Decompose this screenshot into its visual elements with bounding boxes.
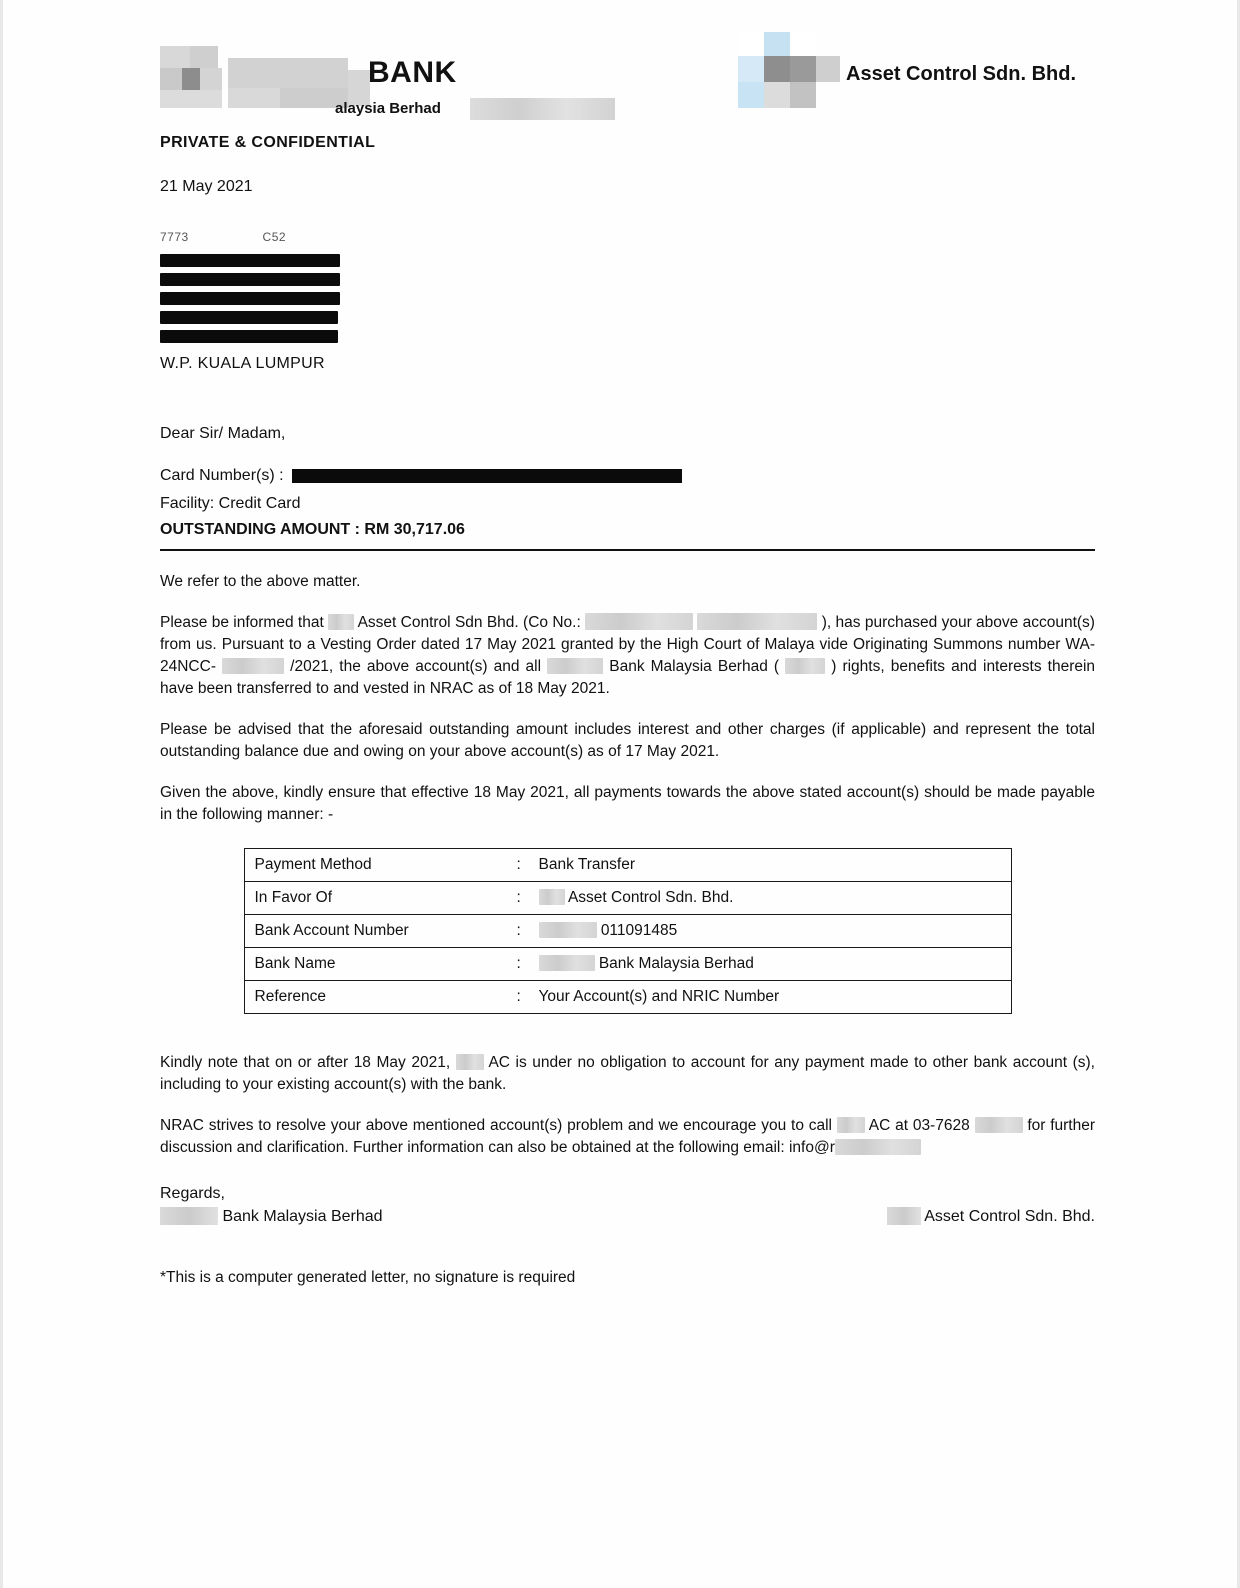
table-row: [244, 849, 1011, 882]
paragraph-intro: We refer to the above matter.: [160, 573, 361, 590]
signature-bank: [160, 1207, 383, 1226]
paragraph-vesting-part-a: Please be informed that: [160, 614, 324, 631]
paragraph-vesting-part-d: /2021, the above account(s) and all: [290, 658, 542, 675]
redaction-inline: [585, 613, 693, 630]
payment-details-table-wrapper: [160, 848, 1095, 1014]
paragraph-obligation-part-a: Kindly note that on or after 18 May 2021,: [160, 1054, 451, 1071]
redaction-inline: [222, 658, 284, 674]
row-colon: :: [517, 981, 529, 1014]
letter-date: 21 May 2021: [160, 178, 253, 195]
facility-line: Facility: Credit Card: [160, 495, 301, 512]
redaction-inline: [456, 1054, 484, 1070]
redaction-bar: [160, 330, 338, 343]
redaction-inline: [697, 613, 817, 630]
reference-codes: [160, 230, 1095, 244]
paragraph-interest-notice: Please be advised that the aforesaid outstanding amount includes interest and other charges (if applicable) and represent the total outstanding balance due and owing on your above account(s) as of 17 May 2021.: [160, 721, 1095, 760]
redaction-inline: [835, 1139, 921, 1155]
paragraph-contact-part-b: AC at 03-7628: [868, 1117, 970, 1134]
redaction-bar: [160, 273, 340, 286]
row-label: In Favor Of: [244, 882, 517, 915]
row-label: Bank Account Number: [244, 915, 517, 948]
redaction-inline: [785, 658, 825, 674]
row-value: [529, 882, 1012, 915]
nrac-logo-icon: [738, 32, 843, 110]
row-label: Bank Name: [244, 948, 517, 981]
paragraph-payment-instruction: Given the above, kindly ensure that effective 18 May 2021, all payments towards the above stated account(s) should be made payable in the following manner: -: [160, 784, 1095, 823]
card-number-line: [160, 467, 1095, 489]
reference-code-1: 7773: [160, 230, 189, 244]
row-colon: :: [517, 849, 529, 882]
redaction-inline: [328, 614, 354, 630]
paragraph-obligation-notice: [160, 1052, 1095, 1096]
paragraph-contact-part-c: for further discussion and clarification. Further information can also be obtained at the following email: info@: [160, 1117, 1096, 1156]
nrac-company-name: Asset Control Sdn. Bhd.: [846, 63, 1076, 85]
table-row: [244, 915, 1011, 948]
redaction-inline: [160, 1207, 218, 1225]
payment-details-table: [244, 848, 1012, 1014]
row-value-text: 011091485: [600, 922, 678, 939]
row-colon: :: [517, 915, 529, 948]
salutation: Dear Sir/ Madam,: [160, 425, 286, 442]
row-colon: :: [517, 948, 529, 981]
paragraph-vesting: [160, 612, 1095, 700]
redaction-bar: [160, 292, 340, 305]
row-label: Reference: [244, 981, 517, 1014]
bank-name-text: BANK: [368, 56, 457, 89]
redaction-inline: [887, 1207, 921, 1225]
address-city: W.P. KUALA LUMPUR: [160, 355, 325, 372]
regards-label: Regards,: [160, 1185, 225, 1202]
redaction-inline: [975, 1117, 1023, 1133]
signature-nrac-name: Asset Control Sdn. Bhd.: [924, 1208, 1095, 1225]
redaction-inline: [539, 889, 565, 905]
paragraph-obligation-part-b: AC is under no obligation to account for any payment made to other bank account (s), including to your existing account(s) with the bank.: [160, 1054, 1095, 1093]
horizontal-rule: [160, 549, 1095, 551]
confidential-label: PRIVATE & CONFIDENTIAL: [160, 134, 376, 151]
paragraph-vesting-part-c: ), has purchased your above account(s) from us. Pursuant to a Vesting Order dated 17 May 2021 granted by the High Court of Malaya vide Originating Summons number WA-24NCC-: [160, 614, 1095, 675]
signature-block: [160, 1185, 1095, 1233]
table-row: [244, 948, 1011, 981]
bank-subtitle-redaction: [470, 98, 615, 120]
row-value: [529, 915, 1012, 948]
bank-subtitle-text: alaysia Berhad: [335, 100, 441, 117]
signature-nrac: [887, 1207, 1095, 1226]
page-edge-left: [0, 0, 3, 1588]
paragraph-vesting-part-f: ) rights, benefits and interests therein have been transferred to and vested in NRAC as of 18 May 2021.: [160, 658, 1096, 697]
table-row: [244, 981, 1011, 1014]
paragraph-contact-part-d: r: [829, 1139, 835, 1156]
paragraph-vesting-part-b: Asset Control Sdn Bhd. (Co No.:: [357, 614, 581, 631]
footnote: *This is a computer generated letter, no signature is required: [160, 1269, 576, 1286]
redaction-inline: [837, 1117, 865, 1133]
paragraph-vesting-part-e: Bank Malaysia Berhad (: [609, 658, 780, 675]
redaction-bar: [160, 254, 340, 267]
outstanding-amount: OUTSTANDING AMOUNT : RM 30,717.06: [160, 521, 465, 538]
paragraph-contact-part-a: NRAC strives to resolve your above mentioned account(s) problem and we encourage you to call: [160, 1117, 832, 1134]
row-value: Your Account(s) and NRIC Number: [529, 981, 1012, 1014]
redaction-bar: [160, 311, 338, 324]
table-row: [244, 882, 1011, 915]
recipient-address-redacted: [160, 254, 340, 343]
letterhead: [160, 0, 1095, 120]
redaction-inline: [539, 922, 597, 938]
card-number-redaction: [292, 469, 682, 483]
redaction-inline: [547, 658, 603, 674]
row-value: [529, 948, 1012, 981]
row-value-text: Bank Malaysia Berhad: [598, 955, 754, 972]
card-number-label: Card Number(s) :: [160, 467, 284, 484]
row-value-text: Asset Control Sdn. Bhd.: [567, 889, 734, 906]
row-colon: :: [517, 882, 529, 915]
redaction-inline: [539, 955, 595, 971]
row-value: Bank Transfer: [529, 849, 1012, 882]
reference-code-2: C52: [262, 230, 287, 244]
letter-content: [160, 0, 1095, 1287]
paragraph-contact: [160, 1115, 1095, 1159]
signature-bank-name: Bank Malaysia Berhad: [222, 1208, 383, 1225]
row-label: Payment Method: [244, 849, 517, 882]
